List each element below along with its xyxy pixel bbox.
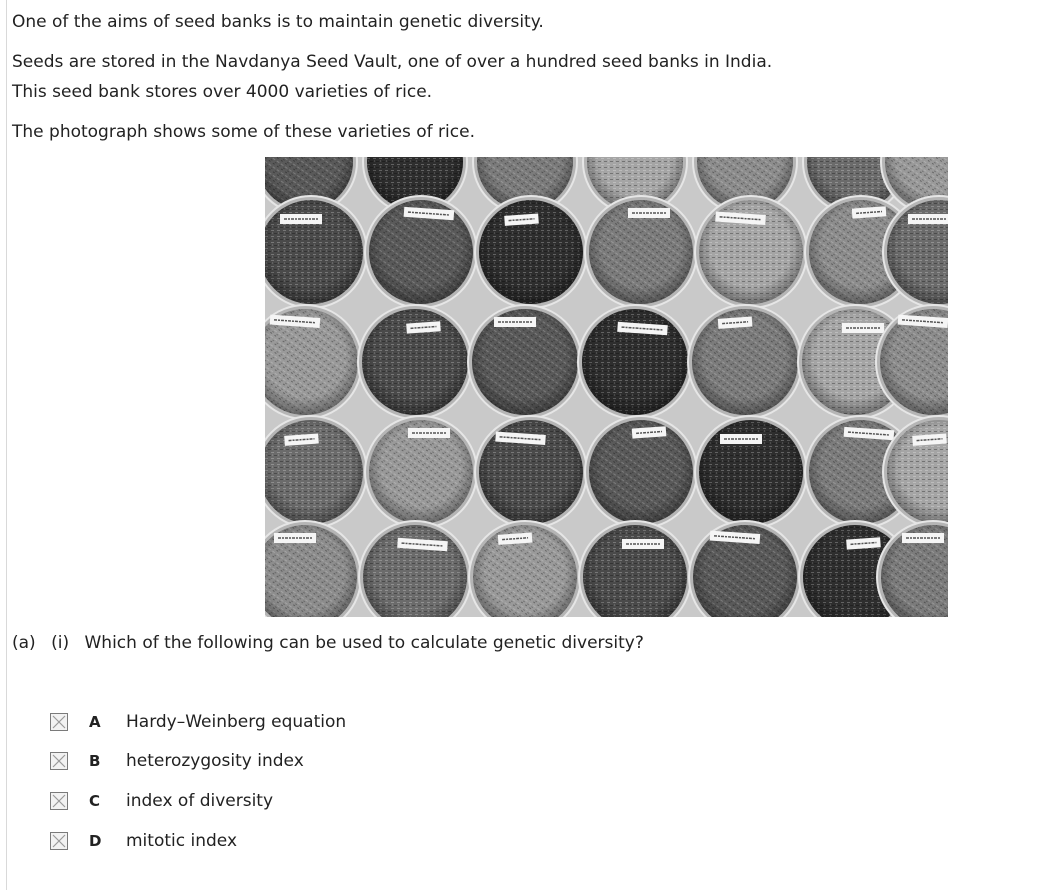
intro-text-3: This seed bank stores over 4000 varieties of rice. <box>12 82 433 102</box>
intro-text-2: Seeds are stored in the Navdanya Seed Vault, one of over a hundred seed banks in India. <box>12 52 773 72</box>
intro-text-4: The photograph shows some of these varieties of rice. <box>12 122 475 142</box>
option-d-letter: D <box>89 832 102 850</box>
cross-box-icon <box>51 753 67 769</box>
option-d[interactable] <box>50 830 237 852</box>
option-b[interactable] <box>50 750 304 772</box>
option-d-text: mitotic index <box>126 831 237 851</box>
option-c[interactable] <box>50 790 273 812</box>
rice-varieties-photo <box>265 157 948 617</box>
option-c-letter: C <box>89 792 101 810</box>
cross-box-icon <box>51 833 67 849</box>
cross-box-icon <box>51 793 67 809</box>
option-b-text: heterozygosity index <box>126 751 304 771</box>
option-a[interactable] <box>50 711 346 733</box>
question-text: Which of the following can be used to calculate genetic diversity? <box>84 633 644 653</box>
option-c-text: index of diversity <box>126 791 274 811</box>
option-c-checkbox[interactable] <box>50 792 68 810</box>
option-a-letter: A <box>89 713 101 731</box>
rice-dishes-image <box>265 157 948 617</box>
option-b-letter: B <box>89 752 101 770</box>
intro-text-1: One of the aims of seed banks is to maintain genetic diversity. <box>12 12 544 32</box>
option-d-checkbox[interactable] <box>50 832 68 850</box>
option-a-checkbox[interactable] <box>50 713 68 731</box>
question-part: (a) <box>12 633 36 653</box>
question-subpart: (i) <box>51 633 70 653</box>
question-stem <box>12 632 644 654</box>
option-a-text: Hardy–Weinberg equation <box>126 712 347 732</box>
cross-box-icon <box>51 714 67 730</box>
left-margin-rule <box>6 0 7 890</box>
option-b-checkbox[interactable] <box>50 752 68 770</box>
